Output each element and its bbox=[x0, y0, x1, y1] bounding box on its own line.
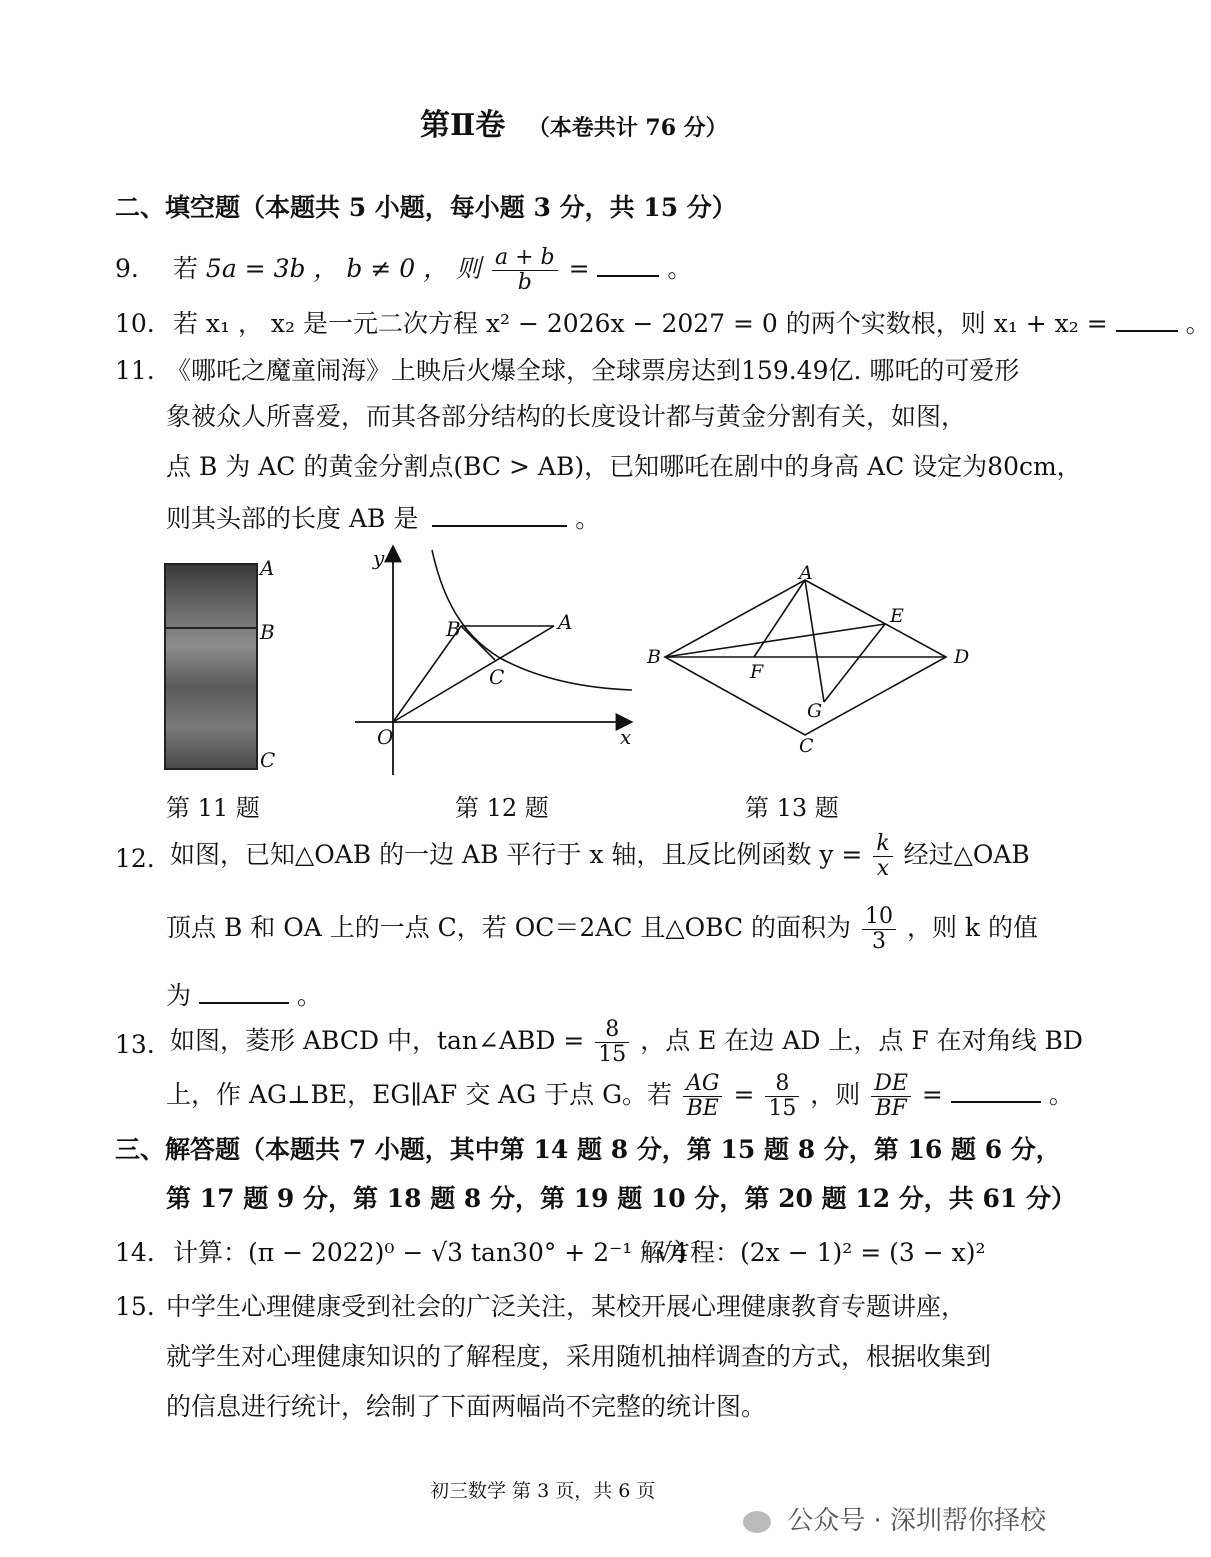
segment-be bbox=[665, 624, 885, 657]
question-number: 10. bbox=[115, 309, 155, 338]
section-heading-fill-blank: 二、填空题（本题共 5 小题，每小题 3 分，共 15 分） bbox=[115, 193, 737, 222]
fig11-label-c: C bbox=[260, 748, 276, 772]
q12-area-fraction bbox=[862, 905, 896, 954]
page-title bbox=[420, 108, 728, 146]
fig11-caption: 第 11 题 bbox=[166, 794, 260, 822]
q13-l2-text: 上，作 AG⊥BE，EG∥AF 交 AG 于点 G。若 bbox=[166, 1080, 673, 1109]
question-14 bbox=[115, 1238, 688, 1268]
answer-blank[interactable] bbox=[199, 980, 289, 1004]
q12-line3 bbox=[166, 980, 322, 1011]
point-b-divider bbox=[164, 627, 258, 629]
wechat-icon bbox=[743, 1511, 771, 1533]
question-number: 15. bbox=[115, 1292, 155, 1321]
question-10 bbox=[115, 308, 1211, 339]
q14-solve-equation: 解方程：(2x − 1)² = (3 − x)² bbox=[640, 1238, 986, 1267]
fig12-label-b: B bbox=[446, 617, 461, 641]
q11-end: 。 bbox=[575, 504, 601, 533]
answer-blank[interactable] bbox=[597, 253, 659, 277]
watermark bbox=[743, 1500, 1046, 1537]
question-number: 14. bbox=[115, 1238, 155, 1267]
q13-l1-text: 如图，菱形 ABCD 中，tan∠ABD = bbox=[170, 1026, 585, 1055]
q12-fraction-k-over-x bbox=[873, 832, 892, 881]
fig12-caption: 第 12 题 bbox=[455, 794, 549, 822]
section-heading-answers-line2: 第 17 题 9 分，第 18 题 8 分，第 19 题 10 分，第 20 题 12 分，共 61 分） bbox=[166, 1184, 1076, 1213]
q11-line4-text: 则其头部的长度 AB 是 bbox=[166, 504, 419, 533]
frac-denominator: x bbox=[876, 856, 890, 881]
q13-de-bf-fraction bbox=[871, 1072, 911, 1121]
segment-af bbox=[754, 580, 805, 657]
fig12-label-y: y bbox=[373, 546, 385, 570]
q15-line3: 的信息进行统计，绘制了下面两幅尚不完整的统计图。 bbox=[166, 1392, 767, 1421]
q9-end: 。 bbox=[667, 254, 693, 283]
frac-denominator: b bbox=[517, 270, 532, 295]
fig13-label-d: D bbox=[954, 646, 970, 668]
q15-line1: 中学生心理健康受到社会的广泛关注，某校开展心理健康教育专题讲座， bbox=[166, 1292, 967, 1321]
section-heading-answers-line1: 三、解答题（本题共 7 小题，其中第 14 题 8 分，第 15 题 8 分，第 16 题 6 分， bbox=[115, 1135, 1061, 1164]
question-number: 12. bbox=[115, 844, 155, 873]
fig12-label-c: C bbox=[489, 665, 505, 689]
q13-l1-end: ，点 E 在边 AD 上，点 F 在对角线 BD bbox=[640, 1026, 1083, 1055]
q13-line1 bbox=[170, 1018, 1083, 1067]
q13-line2 bbox=[166, 1072, 1074, 1121]
volume-title: 第Ⅱ卷 bbox=[420, 108, 506, 143]
q12-line1 bbox=[170, 832, 1030, 881]
fig13-diagram bbox=[650, 560, 970, 760]
frac-numerator: a + b bbox=[492, 246, 558, 271]
frac-denominator: BE bbox=[686, 1096, 719, 1121]
fig13-label-a: A bbox=[799, 562, 813, 584]
q9-pre: 若 bbox=[172, 254, 198, 283]
frac-numerator: DE bbox=[871, 1072, 911, 1097]
q12-l1-end: 经过△OAB bbox=[903, 840, 1030, 869]
q11-line1: 《哪吒之魔童闹海》上映后火爆全球，全球票房达到159.49亿. 哪吒的可爱形 bbox=[166, 356, 1020, 385]
q13-ag-be-fraction bbox=[683, 1072, 722, 1121]
q13-equals: = bbox=[733, 1080, 755, 1109]
q9-condition: 5a = 3b ， b ≠ 0 ， 则 bbox=[205, 254, 482, 283]
fig12-label-o: O bbox=[377, 725, 394, 749]
q11-line4 bbox=[166, 503, 600, 534]
frac-numerator: AG bbox=[683, 1072, 722, 1097]
segment-bc bbox=[461, 626, 495, 660]
fig13-caption: 第 13 题 bbox=[745, 794, 839, 822]
q13-end: 。 bbox=[1048, 1080, 1074, 1109]
q10-text: 若 x₁ ， x₂ 是一元二次方程 x² − 2026x − 2027 = 0 的两个实数根，则 x₁ + x₂ = bbox=[172, 309, 1116, 338]
nezha-photo bbox=[164, 563, 258, 770]
fig12-label-x: x bbox=[620, 725, 632, 749]
q10-end: 。 bbox=[1185, 309, 1211, 338]
fig13-label-c: C bbox=[799, 735, 814, 757]
frac-denominator: BF bbox=[875, 1096, 907, 1121]
q12-l2-end: ，则 k 的值 bbox=[906, 913, 1038, 942]
q13-then: ，则 bbox=[810, 1080, 861, 1109]
q13-equals-2: = bbox=[921, 1080, 943, 1109]
q13-tan-fraction bbox=[595, 1018, 629, 1067]
q12-line2 bbox=[166, 905, 1038, 954]
q9-equals: = bbox=[568, 254, 598, 283]
answer-blank[interactable] bbox=[951, 1079, 1041, 1103]
volume-subtitle: （本卷共计 76 分） bbox=[527, 115, 728, 141]
q13-ratio-fraction bbox=[765, 1072, 799, 1121]
question-9 bbox=[115, 246, 692, 295]
page-footer: 初三数学 第 3 页，共 6 页 bbox=[430, 1480, 656, 1502]
q12-end: 。 bbox=[296, 981, 322, 1010]
fig13-label-f: F bbox=[750, 661, 764, 683]
question-number: 9. bbox=[115, 254, 139, 283]
frac-numerator: 10 bbox=[862, 905, 896, 930]
q9-fraction bbox=[492, 246, 558, 295]
fig13-label-e: E bbox=[890, 605, 904, 627]
question-number: 11. bbox=[115, 356, 155, 385]
question-number: 13. bbox=[115, 1030, 155, 1059]
q12-l1-text: 如图，已知△OAB 的一边 AB 平行于 x 轴，且反比例函数 y = bbox=[170, 840, 863, 869]
fig11-label-a: A bbox=[260, 556, 275, 580]
frac-numerator: k bbox=[873, 832, 892, 857]
q12-l2-text: 顶点 B 和 OA 上的一点 C，若 OC＝2AC 且△OBC 的面积为 bbox=[166, 913, 852, 942]
segment-oa bbox=[393, 626, 554, 722]
segment-eg bbox=[824, 624, 885, 702]
hyperbola-curve bbox=[432, 550, 632, 690]
frac-numerator: 8 bbox=[765, 1072, 799, 1097]
frac-numerator: 8 bbox=[595, 1018, 629, 1043]
answer-blank[interactable] bbox=[432, 503, 567, 527]
q11-line2: 象被众人所喜爱，而其各部分结构的长度设计都与黄金分割有关，如图， bbox=[166, 402, 967, 431]
fig11-label-b: B bbox=[260, 620, 275, 644]
q11-line3: 点 B 为 AC 的黄金分割点(BC > AB)，已知哪吒在剧中的身高 AC 设定为80cm， bbox=[166, 452, 1082, 481]
fig13-label-b: B bbox=[647, 646, 661, 668]
fig12-label-a: A bbox=[558, 610, 573, 634]
frac-denominator: 15 bbox=[768, 1096, 797, 1121]
frac-denominator: 15 bbox=[598, 1042, 627, 1067]
watermark-text: 公众号 · 深圳帮你择校 bbox=[787, 1506, 1046, 1536]
q14-calculation: 计算：(π − 2022)⁰ − √3 tan30° + 2⁻¹ · √4 bbox=[172, 1238, 689, 1267]
q12-l3-text: 为 bbox=[166, 981, 192, 1010]
fig13-label-g: G bbox=[807, 700, 823, 722]
answer-blank[interactable] bbox=[1116, 308, 1178, 332]
segment-ag bbox=[805, 580, 824, 702]
frac-denominator: 3 bbox=[871, 929, 886, 954]
q15-line2: 就学生对心理健康知识的了解程度，采用随机抽样调查的方式，根据收集到 bbox=[166, 1342, 992, 1371]
